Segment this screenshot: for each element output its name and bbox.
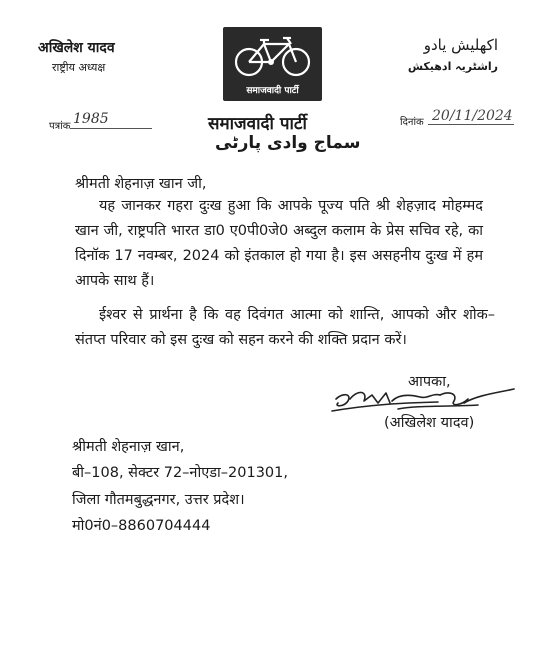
address-line: बी–108, सेक्टर 72–नोएडा–201301, — [72, 465, 288, 481]
letter-date: 20/11/2024 — [432, 108, 513, 124]
sender-title-hindi: राष्ट्रीय अध्यक्ष — [52, 61, 106, 74]
paragraph-prayer: ईश्वर से प्रार्थना है कि वह दिवंगत आत्मा को शान्ति, आपको और शोक–संतप्त परिवार को इस दुःख को सहन करने की शक्ति प्रदान करें। — [75, 307, 495, 348]
ref-label: पत्रांक — [49, 121, 71, 132]
paragraph-condolence: यह जानकर गहरा दुःख हुआ कि आपके पूज्य पति श्री शेहज़ाद मोहम्मद खान जी, राष्ट्रपति भारत डा0 ए0पी0जे0 अब्दुल कलाम के प्रेस सचिव रहे, का दिनॉक 17 नवम्बर, 2024 को इंतकाल हो गया है। इस असहनीय दुःख में हम आपके साथ हैं। — [75, 198, 483, 289]
salutation: श्रीमती शेहनाज़ खान जी, — [75, 176, 207, 192]
address-line: जिला गौतमबुद्धनगर, उत्तर प्रदेश। — [72, 492, 245, 508]
date-underline — [428, 124, 514, 125]
ref-underline — [70, 128, 152, 129]
address-line: श्रीमती शेहनाज़ खान, — [72, 439, 185, 455]
party-name-urdu: سماج وادی پارٹی — [215, 133, 361, 153]
sender-title-urdu: راشٹریہ ادھیکش — [407, 60, 498, 73]
date-label: दिनांक — [400, 117, 424, 128]
party-name-hindi: समाजवादी पार्टी — [208, 114, 307, 134]
party-logo — [223, 27, 322, 101]
ref-number: 1985 — [73, 111, 109, 127]
signatory-name: (अखिलेश यादव) — [384, 415, 475, 431]
bicycle-icon — [231, 32, 314, 80]
closing: आपका, — [408, 374, 451, 390]
address-phone: मो0नं0–8860704444 — [72, 518, 211, 534]
sender-name-hindi: अखिलेश यादव — [38, 40, 115, 56]
sender-name-urdu: اکھلیش یادو — [423, 36, 498, 54]
logo-label: समाजवादी पार्टी — [246, 86, 299, 96]
